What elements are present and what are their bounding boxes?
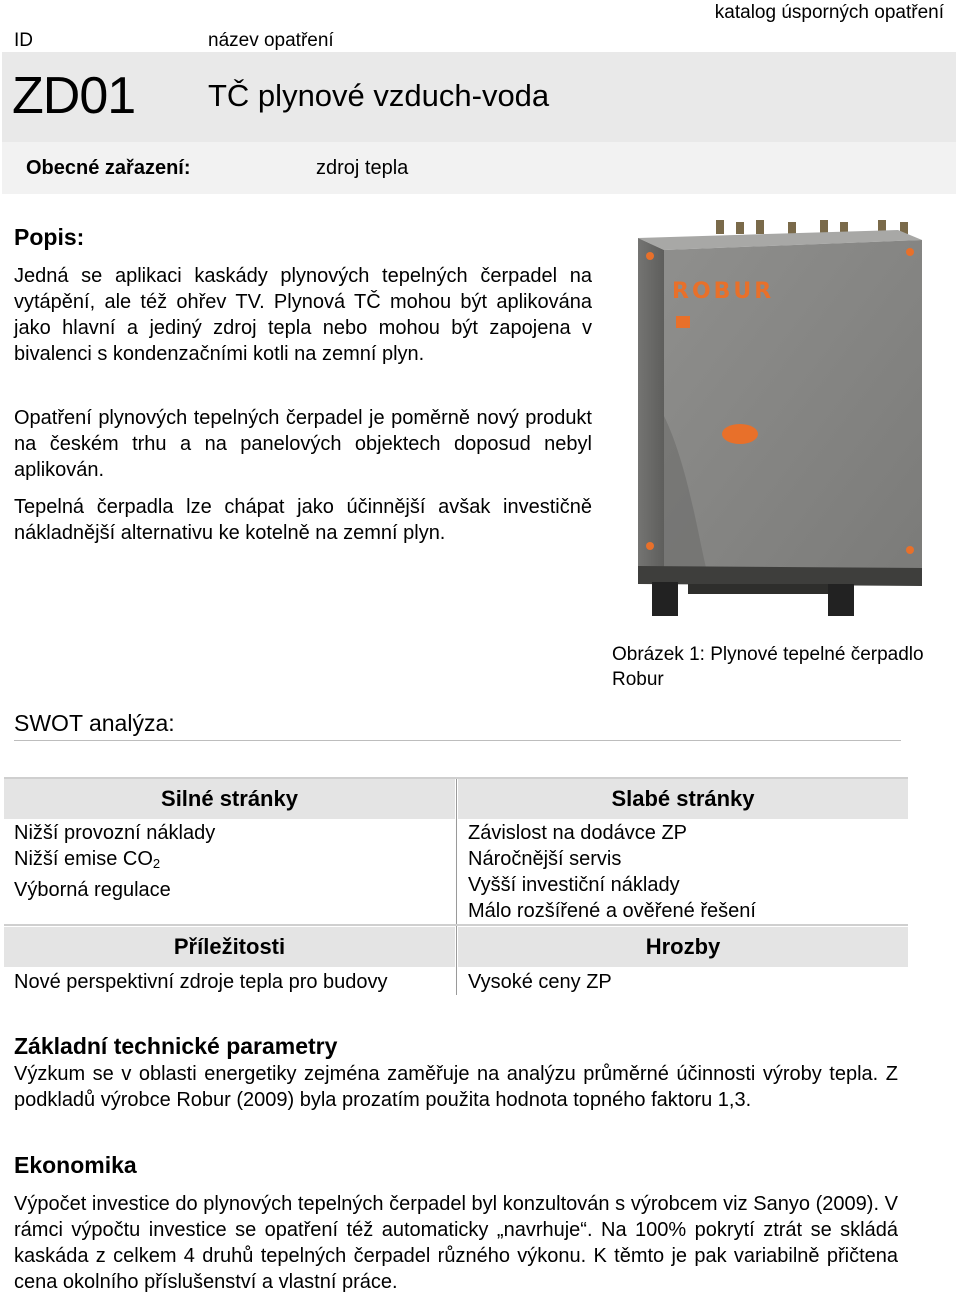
list-item: Vyšší investiční náklady [468,874,680,896]
description-paragraph: Jedná se aplikaci kaskády plynových tepelných čerpadel na vytápění, ale též ohřev TV. Plynová TČ mohou být aplikována jako hlavní a jediný zdroj tepla nebo mohou být zapojena v bivalenci s kondenzačními kotli na zemní plyn. [14,265,592,365]
classification-value: zdroj tepla [316,157,409,179]
list-item: Málo rozšířené a ověřené řešení [468,900,756,922]
swot-threats-list [468,969,612,995]
figure-caption: Obrázek 1: Plynové tepelné čerpadlo Robur [612,644,924,690]
list-item: Vysoké ceny ZP [468,971,612,993]
catalog-title: katalog úsporných opatření [714,2,944,23]
divider [14,740,901,741]
list-item: Výborná regulace [14,879,171,901]
measure-name: TČ plynové vzduch-voda [208,78,550,113]
swot-opportunities-list [14,969,388,995]
header-label-band [2,25,956,52]
measure-code: ZD01 [12,67,136,125]
list-item: Nové perspektivní zdroje tepla pro budovy [14,971,388,993]
swot-strengths-list [14,820,215,903]
economics-heading: Ekonomika [14,1152,137,1178]
measure-name-label: název opatření [208,30,334,51]
swot-strengths-header: Silné stránky [4,779,455,819]
divider [4,924,908,926]
swot-heading: SWOT analýza: [14,710,175,736]
swot-threats-header: Hrozby [458,927,908,967]
heat-pump-image [628,216,928,622]
brand-logo: ROBUR [672,279,775,304]
description-paragraph: Tepelná čerpadla lze chápat jako účinnější avšak investičně nákladnější alternativu ke kotelně na zemní plyn. [14,496,592,544]
co2-subscript: 2 [152,856,161,871]
list-item: Náročnější servis [468,848,622,870]
swot-weaknesses-header: Slabé stránky [458,779,908,819]
id-label: ID [14,30,33,51]
economics-text: Výpočet investice do plynových tepelných čerpadel byl konzultován s výrobcem viz Sanyo (2009). V rámci výpočtu investice se opatření též automaticky „navrhuje“. Na 100% pokrytí ztrát se skládá kaskáda z celkem 4 druhů tepelných čerpadel různého výkonu. K těmto je pak variabilně přičtena cena okolního příslušenství a vlastní práce. [14,1193,898,1293]
technical-heading: Základní technické parametry [14,1033,338,1059]
list-item: Nižší emise $CO_2$ [14,848,161,871]
technical-text: Výzkum se v oblasti energetiky zejména zaměřuje na analýzu průměrné účinnosti výroby tepla. Z podkladů výrobce Robur (2009) byla prozatím použita hodnota topného faktoru 1,3. [14,1063,898,1111]
swot-weaknesses-list [468,820,756,924]
classification-label: Obecné zařazení: [26,157,191,179]
swot-opportunities-header: Příležitosti [4,927,455,967]
list-item: Závislost na dodávce ZP [468,822,687,844]
divider [456,779,457,995]
list-item: Nižší provozní náklady [14,822,216,844]
description-paragraph: Opatření plynových tepelných čerpadel je poměrně nový produkt na českém trhu a na panelových objektech doposud nebyl aplikován. [14,407,592,481]
description-heading: Popis: [14,224,85,250]
